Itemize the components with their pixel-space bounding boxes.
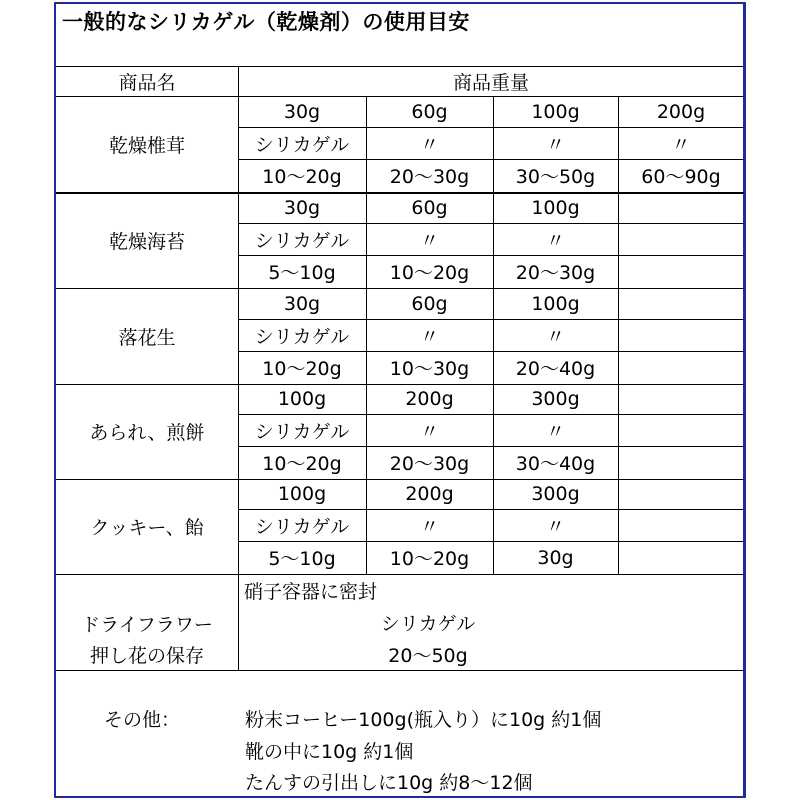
silica-amount-cell: 5〜10g [268,548,336,570]
sub-row-rule [238,351,744,352]
column-divider [238,288,239,384]
silica-label-cell: シリカゲル [254,420,350,443]
silica-amount-cell: 10〜20g [262,453,342,475]
silica-amount-cell: 20〜30g [515,262,596,284]
silica-label-cell [618,414,744,446]
silica-amount-cell [618,351,744,384]
silica-amount-cell: 10〜20g [262,358,342,380]
product-weight-cell: 100g [531,100,580,123]
product-name: 落花生 [118,326,176,349]
column-divider [493,383,494,479]
silica-amount-cell: 10〜20g [389,262,470,284]
sub-row-rule [238,414,744,415]
product-name: ドライフラワー [81,613,213,636]
column-divider [238,96,239,192]
header-product-name: 商品名 [118,71,176,94]
sub-row-rule [238,319,744,320]
silica-label-cell: シリカゲル [254,515,350,538]
silica-amount-cell: 60〜90g [641,166,721,188]
silica-label-cell: 〃 [545,515,565,538]
column-divider [493,96,494,192]
product-weight-cell: 60g [411,292,448,315]
product-weight-cell: 30g [283,292,321,315]
product-weight-cell: 200g [405,482,454,505]
silica-label-cell: 〃 [545,420,565,443]
silica-amount-cell [618,255,744,288]
product-name: クッキー、飴 [90,516,204,539]
sub-row-rule [238,127,744,128]
column-divider [618,383,619,479]
column-divider [618,288,619,384]
column-divider [238,66,239,96]
other-line: たんすの引出しに10g 約8〜12個 [245,772,533,794]
silica-amount-cell: 5〜10g [268,262,336,284]
sub-row-rule [238,509,744,510]
product-weight-cell [618,288,744,319]
product-weight-cell: 60g [411,196,448,219]
silica-label-cell: シリカゲル [254,229,350,252]
product-weight-cell: 100g [531,196,580,219]
silica-label-cell: シリカゲル [254,133,350,156]
product-weight-cell: 200g [405,387,454,410]
silica-label-cell: 〃 [419,133,439,156]
silica-label-cell: 〃 [419,229,439,252]
flower-silica-amount: 20〜50g [388,644,468,667]
silica-amount-cell: 30〜50g [515,166,596,188]
column-divider [493,288,494,384]
column-divider [366,192,367,288]
silica-amount-cell: 20〜30g [389,166,470,188]
silica-amount-cell: 30g [537,546,574,569]
product-name: 乾燥海苔 [108,230,185,253]
silica-label-cell [618,223,744,255]
product-weight-cell: 300g [531,482,580,505]
product-weight-cell: 30g [283,100,321,123]
product-weight-cell: 200g [656,100,706,123]
silica-label-cell: 〃 [545,229,565,252]
column-divider [238,478,239,574]
silica-label-cell: 〃 [419,325,439,348]
sub-row-rule [238,159,744,160]
column-divider [238,574,239,670]
silica-label-cell: 〃 [419,515,439,538]
column-divider [493,192,494,288]
product-weight-cell: 100g [277,387,327,410]
product-name: 押し花の保存 [89,644,204,667]
silica-label-cell [618,319,744,351]
flower-rule [56,670,744,671]
column-divider [493,478,494,574]
product-weight-cell [618,192,744,223]
sub-row-rule [238,446,744,447]
product-weight-cell: 100g [277,482,327,505]
sub-row-rule [238,255,744,256]
column-divider [238,192,239,288]
product-weight-cell: 300g [531,387,580,410]
silica-label-cell: シリカゲル [254,325,350,348]
silica-amount-cell: 10〜20g [262,166,342,188]
column-divider [366,383,367,479]
product-weight-cell: 100g [531,292,580,315]
product-name: 乾燥椎茸 [108,134,185,157]
column-divider [618,478,619,574]
silica-label-cell: 〃 [545,133,565,156]
product-name: あられ、煎餅 [89,421,205,444]
product-weight-cell [618,478,744,509]
product-weight-cell [618,383,744,414]
silica-label-cell: 〃 [545,325,565,348]
other-line: 靴の中に10g 約1個 [245,741,414,763]
column-divider [366,478,367,574]
silica-amount-cell: 10〜30g [389,358,470,380]
silica-amount-cell: 10〜20g [389,548,470,570]
column-divider [618,96,619,192]
silica-amount-cell [618,541,744,574]
sub-row-rule [238,541,744,542]
header-product-weight: 商品重量 [452,71,529,94]
sub-row-rule [238,223,744,224]
silica-amount-cell: 20〜40g [515,358,596,380]
flower-note: 硝子容器に密封 [244,580,378,603]
silica-label-cell: 〃 [419,420,439,443]
product-weight-cell: 30g [283,196,321,219]
column-divider [618,192,619,288]
silica-amount-cell: 30〜40g [515,453,596,475]
silica-amount-cell [618,446,744,479]
silica-amount-cell: 20〜30g [389,453,470,475]
silica-label-cell [618,509,744,541]
other-label: その他： [104,709,181,731]
product-weight-cell: 60g [411,100,448,123]
flower-silica-label: シリカゲル [380,612,476,635]
column-divider [366,96,367,192]
column-divider [238,383,239,479]
other-line: 粉末コーヒー100g(瓶入り）に10g 約1個 [245,709,602,731]
silica-label-cell: 〃 [671,133,691,156]
page-title: 一般的なシリカゲル（乾燥剤）の使用目安 [62,10,470,34]
column-divider [366,288,367,384]
